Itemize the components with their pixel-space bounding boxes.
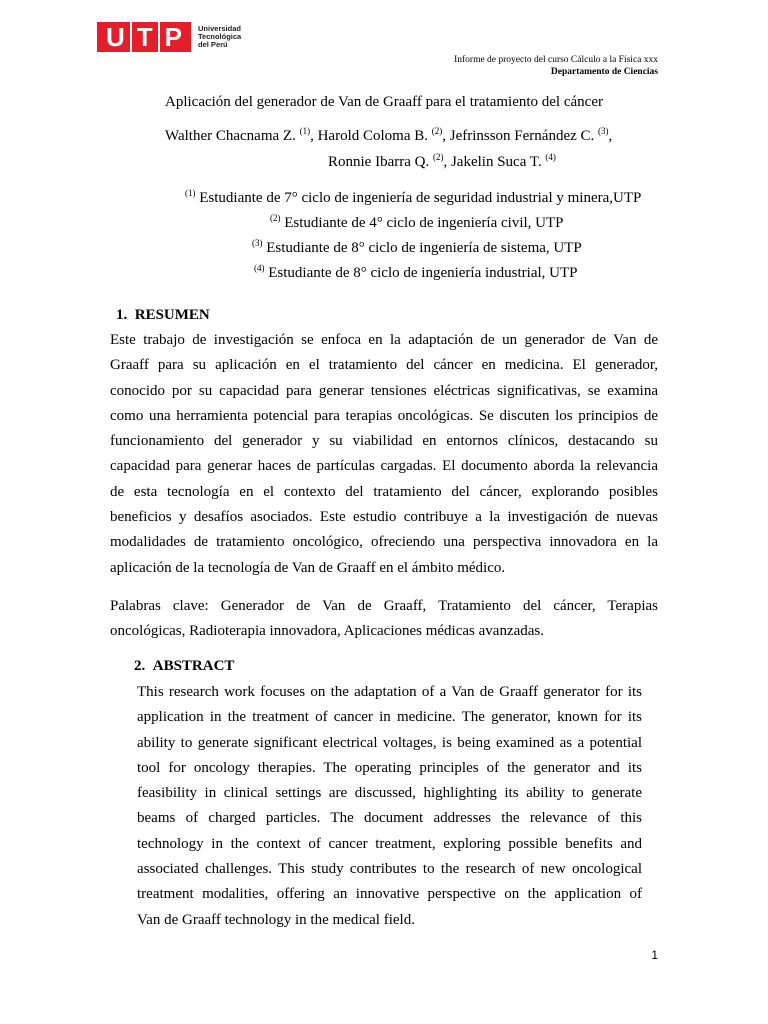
keywords-line: Palabras clave: Generador de Van de Graaff, Tratamiento del cáncer, Terapias — [110, 598, 658, 614]
paragraph-line: capacidad para generar haces de partículas cargadas. El documento aborda la relevancia — [110, 458, 658, 475]
author-affiliation-mark: (1) — [299, 126, 311, 136]
paragraph-line: treatment modalities, offering an innovative perspective on the application of — [137, 886, 642, 903]
paragraph-line: modalidades de tratamiento oncológico, ofreciendo una perspectiva innovadora en la — [110, 534, 658, 551]
paragraph-line: This research work focuses on the adaptation of a Van de Graaff generator for its — [137, 684, 642, 700]
paragraph-line: application in the treatment of cancer in medicine. The generator, known for its — [137, 709, 642, 726]
affiliation-mark: (2) — [270, 213, 281, 223]
logo-letter-p: P — [164, 22, 183, 52]
section-number: 1. — [116, 307, 128, 323]
paragraph-line: beneficios y desafíos asociados. Este estudio contribuye a la investigación de nuevas — [110, 509, 658, 526]
section-number: 2. — [134, 658, 146, 674]
paragraph-line: como una herramienta potencial para terapias oncológicas. Se discuten los principios de — [110, 407, 658, 424]
page-number: 1 — [651, 948, 658, 962]
paragraph-line: Este trabajo de investigación se enfoca en la adaptación de un generador de Van de — [110, 332, 658, 348]
affiliation-mark: (4) — [254, 263, 265, 273]
logo-text-line: del Perú — [198, 40, 228, 49]
paragraph-line: conocido por su capacidad para generar tensiones eléctricas significativas, se examina — [110, 382, 658, 399]
section-title: RESUMEN — [134, 307, 210, 323]
document-header — [454, 54, 658, 78]
paragraph-line: tool for oncology therapies. The operating principles of the generator and its — [137, 759, 642, 776]
author-name: Harold Coloma B. — [317, 128, 428, 144]
logo-letter-t: T — [136, 22, 153, 52]
utp-logo-wordmark — [198, 25, 241, 49]
author-name: Walther Chacnama Z. — [165, 128, 296, 144]
report-line: Informe de proyecto del curso Cálculo a la Física xxx — [454, 55, 658, 65]
author-name: Jefrinsson Fernández C. — [449, 128, 595, 144]
keywords-paragraph — [110, 594, 658, 645]
affiliation-1 — [185, 190, 641, 207]
affiliation-mark: (3) — [252, 238, 263, 248]
logo-text-line: Universidad — [198, 24, 241, 33]
section-heading-resumen — [116, 307, 210, 324]
paragraph-line: Graaff para su aplicación en el tratamiento del cáncer en medicina. El generador, — [110, 357, 658, 374]
keywords-line: oncológicas, Radioterapia innovadora, Aplicaciones médicas avanzadas. — [110, 623, 545, 640]
logo-letter-u: U — [106, 22, 125, 52]
paragraph-line: ability to generate significant electrical voltages, is being examined as a potential — [137, 734, 642, 751]
author-line-2: Ronnie Ibarra Q. $^{(2)}$, Jakelin Suca T. $^{(4)}$ — [328, 152, 556, 170]
paragraph-line: funcionamiento del generador y su viabilidad en entornos clínicos, destacando su — [110, 433, 658, 450]
paragraph-line: associated challenges. This study contributes to the research of new oncological — [137, 861, 642, 878]
author-affiliation-mark: (3) — [598, 126, 609, 136]
logo-text-line: Tecnológica — [198, 32, 242, 41]
paragraph-line: feasibility in clinical settings are discussed, highlighting its ability to generate — [137, 785, 642, 802]
paragraph-line: de esta tecnología en el contexto del tratamiento del cáncer, explorando posibles — [110, 483, 658, 500]
author-name: Ronnie Ibarra Q. — [328, 154, 430, 170]
affiliation-mark: (1) — [185, 188, 196, 198]
affiliation-2 — [270, 215, 564, 232]
utp-logo — [97, 22, 241, 52]
department-line: Departamento de Ciencias — [550, 67, 658, 77]
utp-logo-mark — [97, 22, 191, 52]
affiliation-text: Estudiante de 8° ciclo de ingeniería de sistema, UTP — [266, 240, 582, 256]
paragraph-line: technology in the context of cancer treatment, exploring possible benefits and — [137, 835, 642, 852]
paragraph-line: beams of charged particles. The document addresses the relevance of this — [137, 810, 642, 827]
paragraph-line: Van de Graaff technology in the medical field. — [137, 911, 415, 928]
affiliation-text: Estudiante de 7° ciclo de ingeniería de seguridad industrial y minera,UTP — [199, 190, 642, 206]
abstract-paragraph — [137, 680, 642, 933]
section-heading-abstract — [134, 658, 234, 675]
paragraph-line: aplicación de la tecnología de Van de Graaff en el ámbito médico. — [110, 559, 506, 576]
author-line-1: Walther Chacnama Z. $^{(1)}$, Harold Coloma B. $^{(2)}$, Jefrinsson Fernández C. $^{(3)}$, — [165, 126, 613, 144]
affiliation-text: Estudiante de 4° ciclo de ingeniería civil, UTP — [284, 215, 564, 231]
author-name: Jakelin Suca T. — [450, 154, 542, 170]
section-title: ABSTRACT — [152, 658, 235, 674]
affiliation-4 — [254, 265, 578, 282]
author-affiliation-mark: (2) — [432, 152, 444, 162]
resumen-paragraph — [110, 328, 658, 581]
affiliation-3 — [252, 240, 582, 257]
author-affiliation-mark: (4) — [545, 152, 556, 162]
paper-title: Aplicación del generador de Van de Graaff para el tratamiento del cáncer — [165, 94, 603, 110]
author-affiliation-mark: (2) — [431, 126, 443, 136]
affiliation-text: Estudiante de 8° ciclo de ingeniería industrial, UTP — [268, 265, 578, 281]
